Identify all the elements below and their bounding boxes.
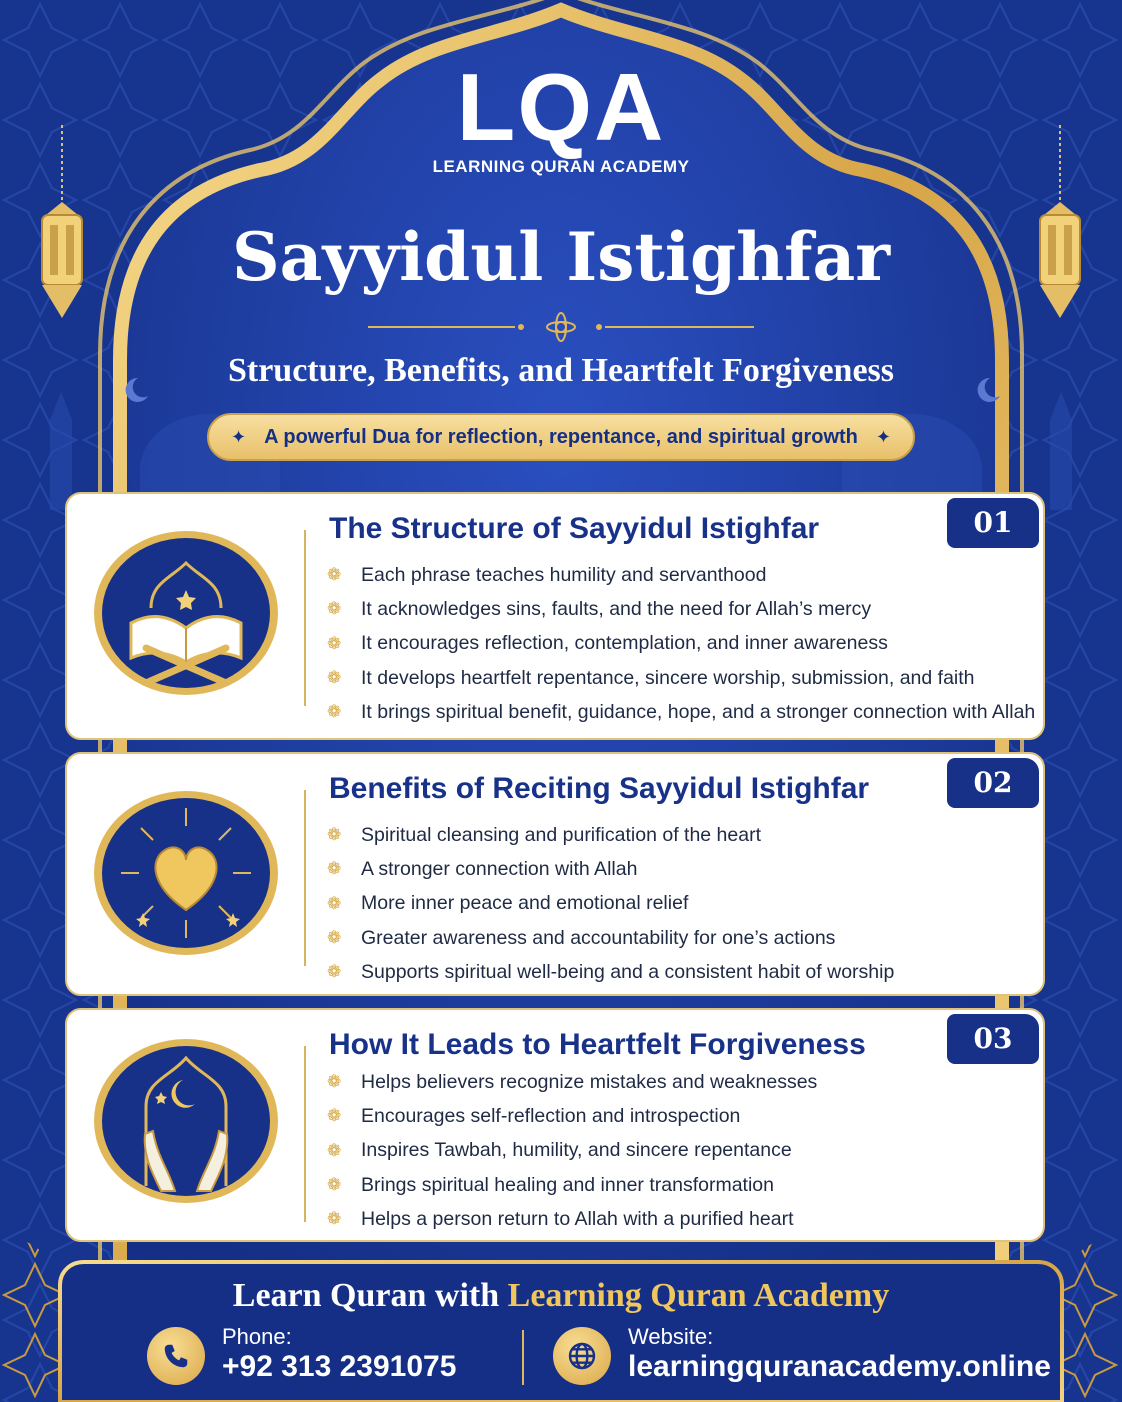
list-item-text: It brings spiritual benefit, guidance, hope, and a stronger connection with Allah (361, 700, 1036, 723)
section-card-forgiveness (65, 1008, 1045, 1242)
flower-bullet-icon: ❁ (327, 928, 342, 948)
phone-icon (147, 1327, 205, 1385)
flower-bullet-icon: ❁ (327, 565, 342, 585)
list-item-text: Brings spiritual healing and inner transformation (361, 1173, 774, 1196)
section-heading: The Structure of Sayyidul Istighfar (329, 512, 820, 545)
list-item (327, 852, 894, 886)
list-item (327, 592, 1035, 626)
phone-label: Phone: (222, 1324, 292, 1349)
globe-icon (553, 1327, 611, 1385)
divider (304, 790, 306, 966)
list-item-text: Inspires Tawbah, humility, and sincere repentance (361, 1139, 792, 1162)
list-item (327, 695, 1035, 729)
flower-bullet-icon: ❁ (327, 1209, 342, 1229)
divider (304, 530, 306, 706)
list-item (327, 1168, 817, 1202)
page-title: Sayyidul Istighfar (231, 218, 891, 296)
flower-bullet-icon: ❁ (327, 702, 342, 722)
list-item-text: Each phrase teaches humility and servanthood (361, 563, 767, 586)
list-item-text: A stronger connection with Allah (361, 857, 638, 880)
list-item-text: Greater awareness and accountability for one’s actions (361, 926, 836, 949)
open-quran-icon (91, 528, 281, 698)
list-item-text: Encourages self-reflection and introspection (361, 1104, 741, 1127)
tagline-text: A powerful Dua for reflection, repentance, and spiritual growth (264, 425, 858, 448)
praying-hands-icon (91, 1036, 281, 1206)
flower-bullet-icon: ❁ (327, 1140, 342, 1160)
flower-bullet-icon: ❁ (327, 893, 342, 913)
list-item-text: It encourages reflection, contemplation, and inner awareness (361, 632, 888, 655)
flower-bullet-icon: ❁ (327, 962, 342, 982)
bullet-list (327, 818, 894, 989)
list-item (327, 887, 894, 921)
list-item-text: Spiritual cleansing and purification of the heart (361, 823, 761, 846)
logo-name: LEARNING QURAN ACADEMY (432, 157, 690, 176)
list-item (327, 921, 894, 955)
list-item (327, 1134, 817, 1168)
bullet-list (327, 558, 1035, 729)
list-item (327, 1202, 817, 1236)
list-item-text: Helps believers recognize mistakes and weaknesses (361, 1070, 818, 1093)
list-item (327, 1065, 817, 1099)
flower-bullet-icon: ❁ (327, 825, 342, 845)
list-item (327, 627, 1035, 661)
bullet-list (327, 1065, 817, 1236)
section-heading: How It Leads to Heartfelt Forgiveness (329, 1028, 866, 1061)
list-item (327, 558, 1035, 592)
list-item-text: It develops heartfelt repentance, sincere worship, submission, and faith (361, 666, 975, 689)
list-item-text: It acknowledges sins, faults, and the need for Allah’s mercy (361, 597, 872, 620)
list-item (327, 955, 894, 989)
flower-bullet-icon: ❁ (327, 668, 342, 688)
glowing-heart-icon (91, 788, 281, 958)
section-number-badge: 01 (947, 498, 1039, 548)
list-item (327, 661, 1035, 695)
star-icon: ✦ (875, 426, 891, 448)
section-heading: Benefits of Reciting Sayyidul Istighfar (329, 772, 870, 805)
list-item-text: Helps a person return to Allah with a purified heart (361, 1207, 794, 1230)
flower-bullet-icon: ❁ (327, 859, 342, 879)
page-subtitle: Structure, Benefits, and Heartfelt Forgiveness (227, 352, 895, 389)
logo: LQA (456, 54, 666, 161)
flower-bullet-icon: ❁ (327, 1106, 342, 1126)
list-item (327, 818, 894, 852)
tagline-banner (207, 413, 915, 461)
flower-bullet-icon: ❁ (327, 599, 342, 619)
divider (304, 1046, 306, 1222)
section-card-structure (65, 492, 1045, 740)
list-item-text: Supports spiritual well-being and a consistent habit of worship (361, 960, 895, 983)
section-card-benefits (65, 752, 1045, 996)
footer-title-prefix: Learn Quran with (232, 1277, 500, 1314)
footer-title (0, 1277, 1122, 1315)
list-item-text: More inner peace and emotional relief (361, 892, 689, 915)
list-item (327, 1099, 817, 1133)
section-number-badge: 03 (947, 1014, 1039, 1064)
flower-bullet-icon: ❁ (327, 1072, 342, 1092)
flower-bullet-icon: ❁ (327, 633, 342, 653)
website-label: Website: (628, 1324, 714, 1349)
footer-title-brand: Learning Quran Academy (507, 1277, 890, 1314)
section-number-badge: 02 (947, 758, 1039, 808)
star-icon: ✦ (231, 426, 247, 448)
flower-bullet-icon: ❁ (327, 1175, 342, 1195)
website-link[interactable]: learningquranacademy.online (628, 1350, 1051, 1383)
phone-number[interactable]: +92 313 2391075 (222, 1350, 457, 1383)
